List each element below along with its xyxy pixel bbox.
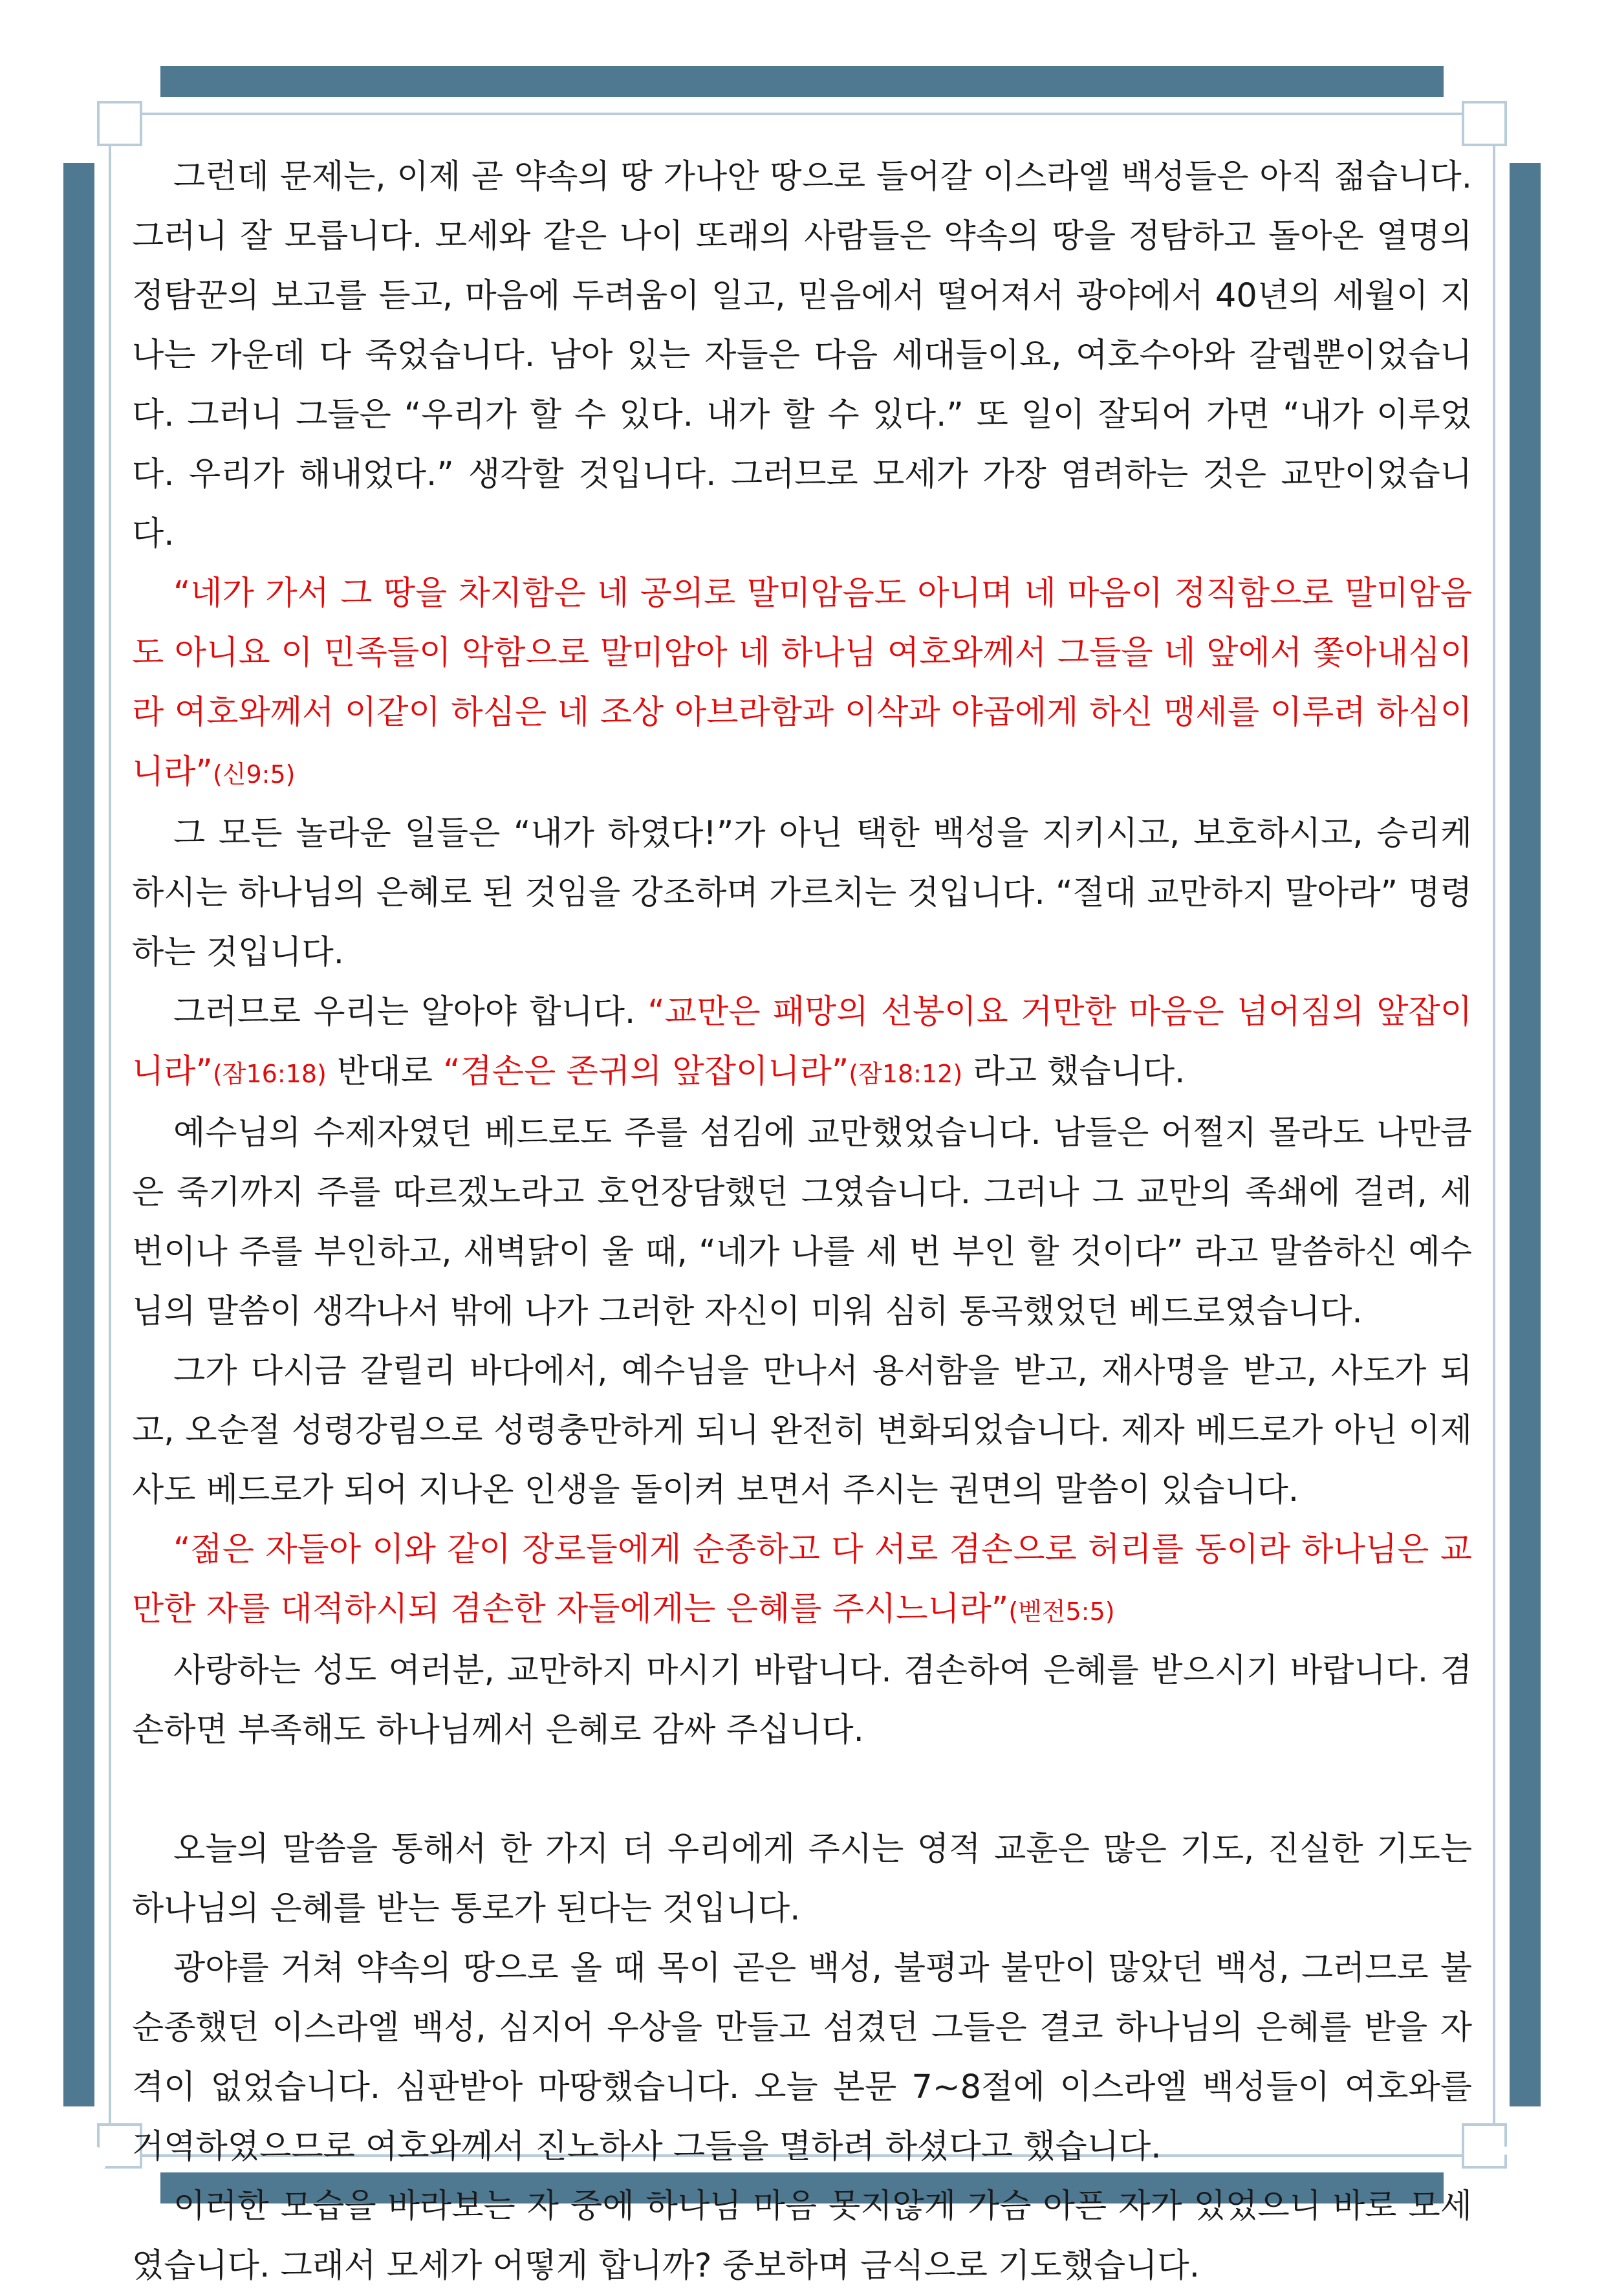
paragraph: 사랑하는 성도 여러분, 교만하지 마시기 바랍니다. 겸손하여 은혜를 받으시기 바랍니다. 겸손하면 부족해도 하나님께서 은혜로 감싸 주십니다. bbox=[132, 1652, 1472, 1749]
scripture-reference: (신9:5) bbox=[212, 760, 296, 789]
paragraph-text: 라고 했습니다. bbox=[962, 1053, 1186, 1091]
corner-ornament bbox=[1462, 101, 1507, 146]
page-number-right: 2 bbox=[1491, 2135, 1534, 2207]
paragraph: 그가 다시금 갈릴리 바다에서, 예수님을 만나서 용서함을 받고, 재사명을 받고, 사도가 되고, 오순절 성령강림으로 성령충만하게 되니 완전히 변화되었습니다. 제자 베드로가 아닌 이제 사도 베드로가 되어 지나온 인생을 돌이켜 보면서 주시는 권면의 말씀이 있습니다. bbox=[132, 1352, 1472, 1509]
scripture-quote bbox=[132, 564, 1472, 804]
scripture-reference: (잠16:18) bbox=[212, 1060, 327, 1088]
paragraph: 광야를 거쳐 약속의 땅으로 올 때 목이 곧은 백성, 불평과 불만이 많았던 백성, 그러므로 불순종했던 이스라엘 백성, 심지어 우상을 만들고 섬겼던 그들은 결코 하나님의 은혜를 받을 자격이 없었습니다. 심판받아 마땅했습니다. 오늘 본문 7~8절에 이스라엘 백성들이 여호와를 거역하였으므로 여호와께서 진노하사 그들을 멸하려 하셨다고 했습니다. bbox=[132, 1949, 1472, 2166]
paragraph bbox=[132, 983, 1472, 1104]
quote-text: “네가 가서 그 땅을 차지함은 네 공의로 말미암음도 아니며 네 마음이 정직함으로 말미암음도 아니요 이 민족들이 악함으로 말미암아 네 하나님 여호와께서 그들을 네 앞에서 쫓아내심이라 여호와께서 이같이 하심은 네 조상 아브라함과 이삭과 야곱에게 하신 맹세를 이루려 하심이니라” bbox=[132, 574, 1472, 791]
paragraph-text: 반대로 bbox=[326, 1053, 444, 1091]
scripture-reference: (잠18:12) bbox=[849, 1060, 963, 1088]
corner-ornament bbox=[97, 101, 142, 146]
quote-text: “교만은 패망의 선봉이요 거만한 마음은 넘어짐의 앞잡이니라” bbox=[132, 993, 1472, 1091]
paragraph: 오늘의 말씀을 통해서 한 가지 더 우리에게 주시는 영적 교훈은 많은 기도, 진실한 기도는 하나님의 은혜를 받는 통로가 된다는 것입니다. bbox=[132, 1830, 1472, 1928]
scripture-reference: (벧전5:5) bbox=[1008, 1597, 1115, 1626]
paragraph: 예수님의 수제자였던 베드로도 주를 섬김에 교만했었습니다. 남들은 어쩔지 몰라도 나만큼은 죽기까지 주를 따르겠노라고 호언장담했던 그였습니다. 그러나 그 교만의 족쇄에 걸려, 세 번이나 주를 부인하고, 새벽닭이 울 때, “네가 나를 세 번 부인 할 것이다” 라고 말씀하신 예수님의 말씀이 생각나서 밖에 나가 그러한 자신이 미워 심히 통곡했었던 베드로였습니다. bbox=[132, 1114, 1472, 1331]
page-number-left: 2 bbox=[70, 2135, 113, 2207]
sermon-body bbox=[132, 148, 1472, 2296]
paragraph: 그런데 문제는, 이제 곧 약속의 땅 가나안 땅으로 들어갈 이스라엘 백성들은 아직 젊습니다. 그러니 잘 모릅니다. 모세와 같은 나이 또래의 사람들은 약속의 땅을 정탐하고 돌아온 열명의 정탐꾼의 보고를 듣고, 마음에 두려움이 일고, 믿음에서 떨어져서 광야에서 40년의 세월이 지나는 가운데 다 죽었습니다. 남아 있는 자들은 다음 세대들이요, 여호수아와 갈렙뿐이었습니다. 그러니 그들은 “우리가 할 수 있다. 내가 할 수 있다.” 또 일이 잘되어 가면 “내가 이루었다. 우리가 해내었다.” 생각할 것입니다. 그러므로 모세가 가장 염려하는 것은 교만이었습니다. bbox=[132, 158, 1472, 553]
paragraph-text: 그러므로 우리는 알아야 합니다. bbox=[173, 993, 648, 1031]
section-gap bbox=[132, 1760, 1472, 1820]
quote-text: “젊은 자들아 이와 같이 장로들에게 순종하고 다 서로 겸손으로 허리를 동이라 하나님은 교만한 자를 대적하시되 겸손한 자들에게는 은혜를 주시느니라” bbox=[132, 1531, 1472, 1628]
paragraph: 그 모든 놀라운 일들은 “내가 하였다!”가 아닌 택한 백성을 지키시고, 보호하시고, 승리케 하시는 하나님의 은혜로 된 것임을 강조하며 가르치는 것입니다. “절대 교만하지 말아라” 명령하는 것입니다. bbox=[132, 815, 1472, 972]
scripture-quote bbox=[132, 1520, 1472, 1641]
quote-text: “겸손은 존귀의 앞잡이니라” bbox=[443, 1053, 849, 1091]
paragraph: 이러한 모습을 바라보는 자 중에 하나님 마음 못지않게 가슴 아픈 자가 있었으니 바로 모세였습니다. 그래서 모세가 어떻게 합니까? 중보하며 금식으로 기도했습니다. bbox=[132, 2187, 1472, 2285]
